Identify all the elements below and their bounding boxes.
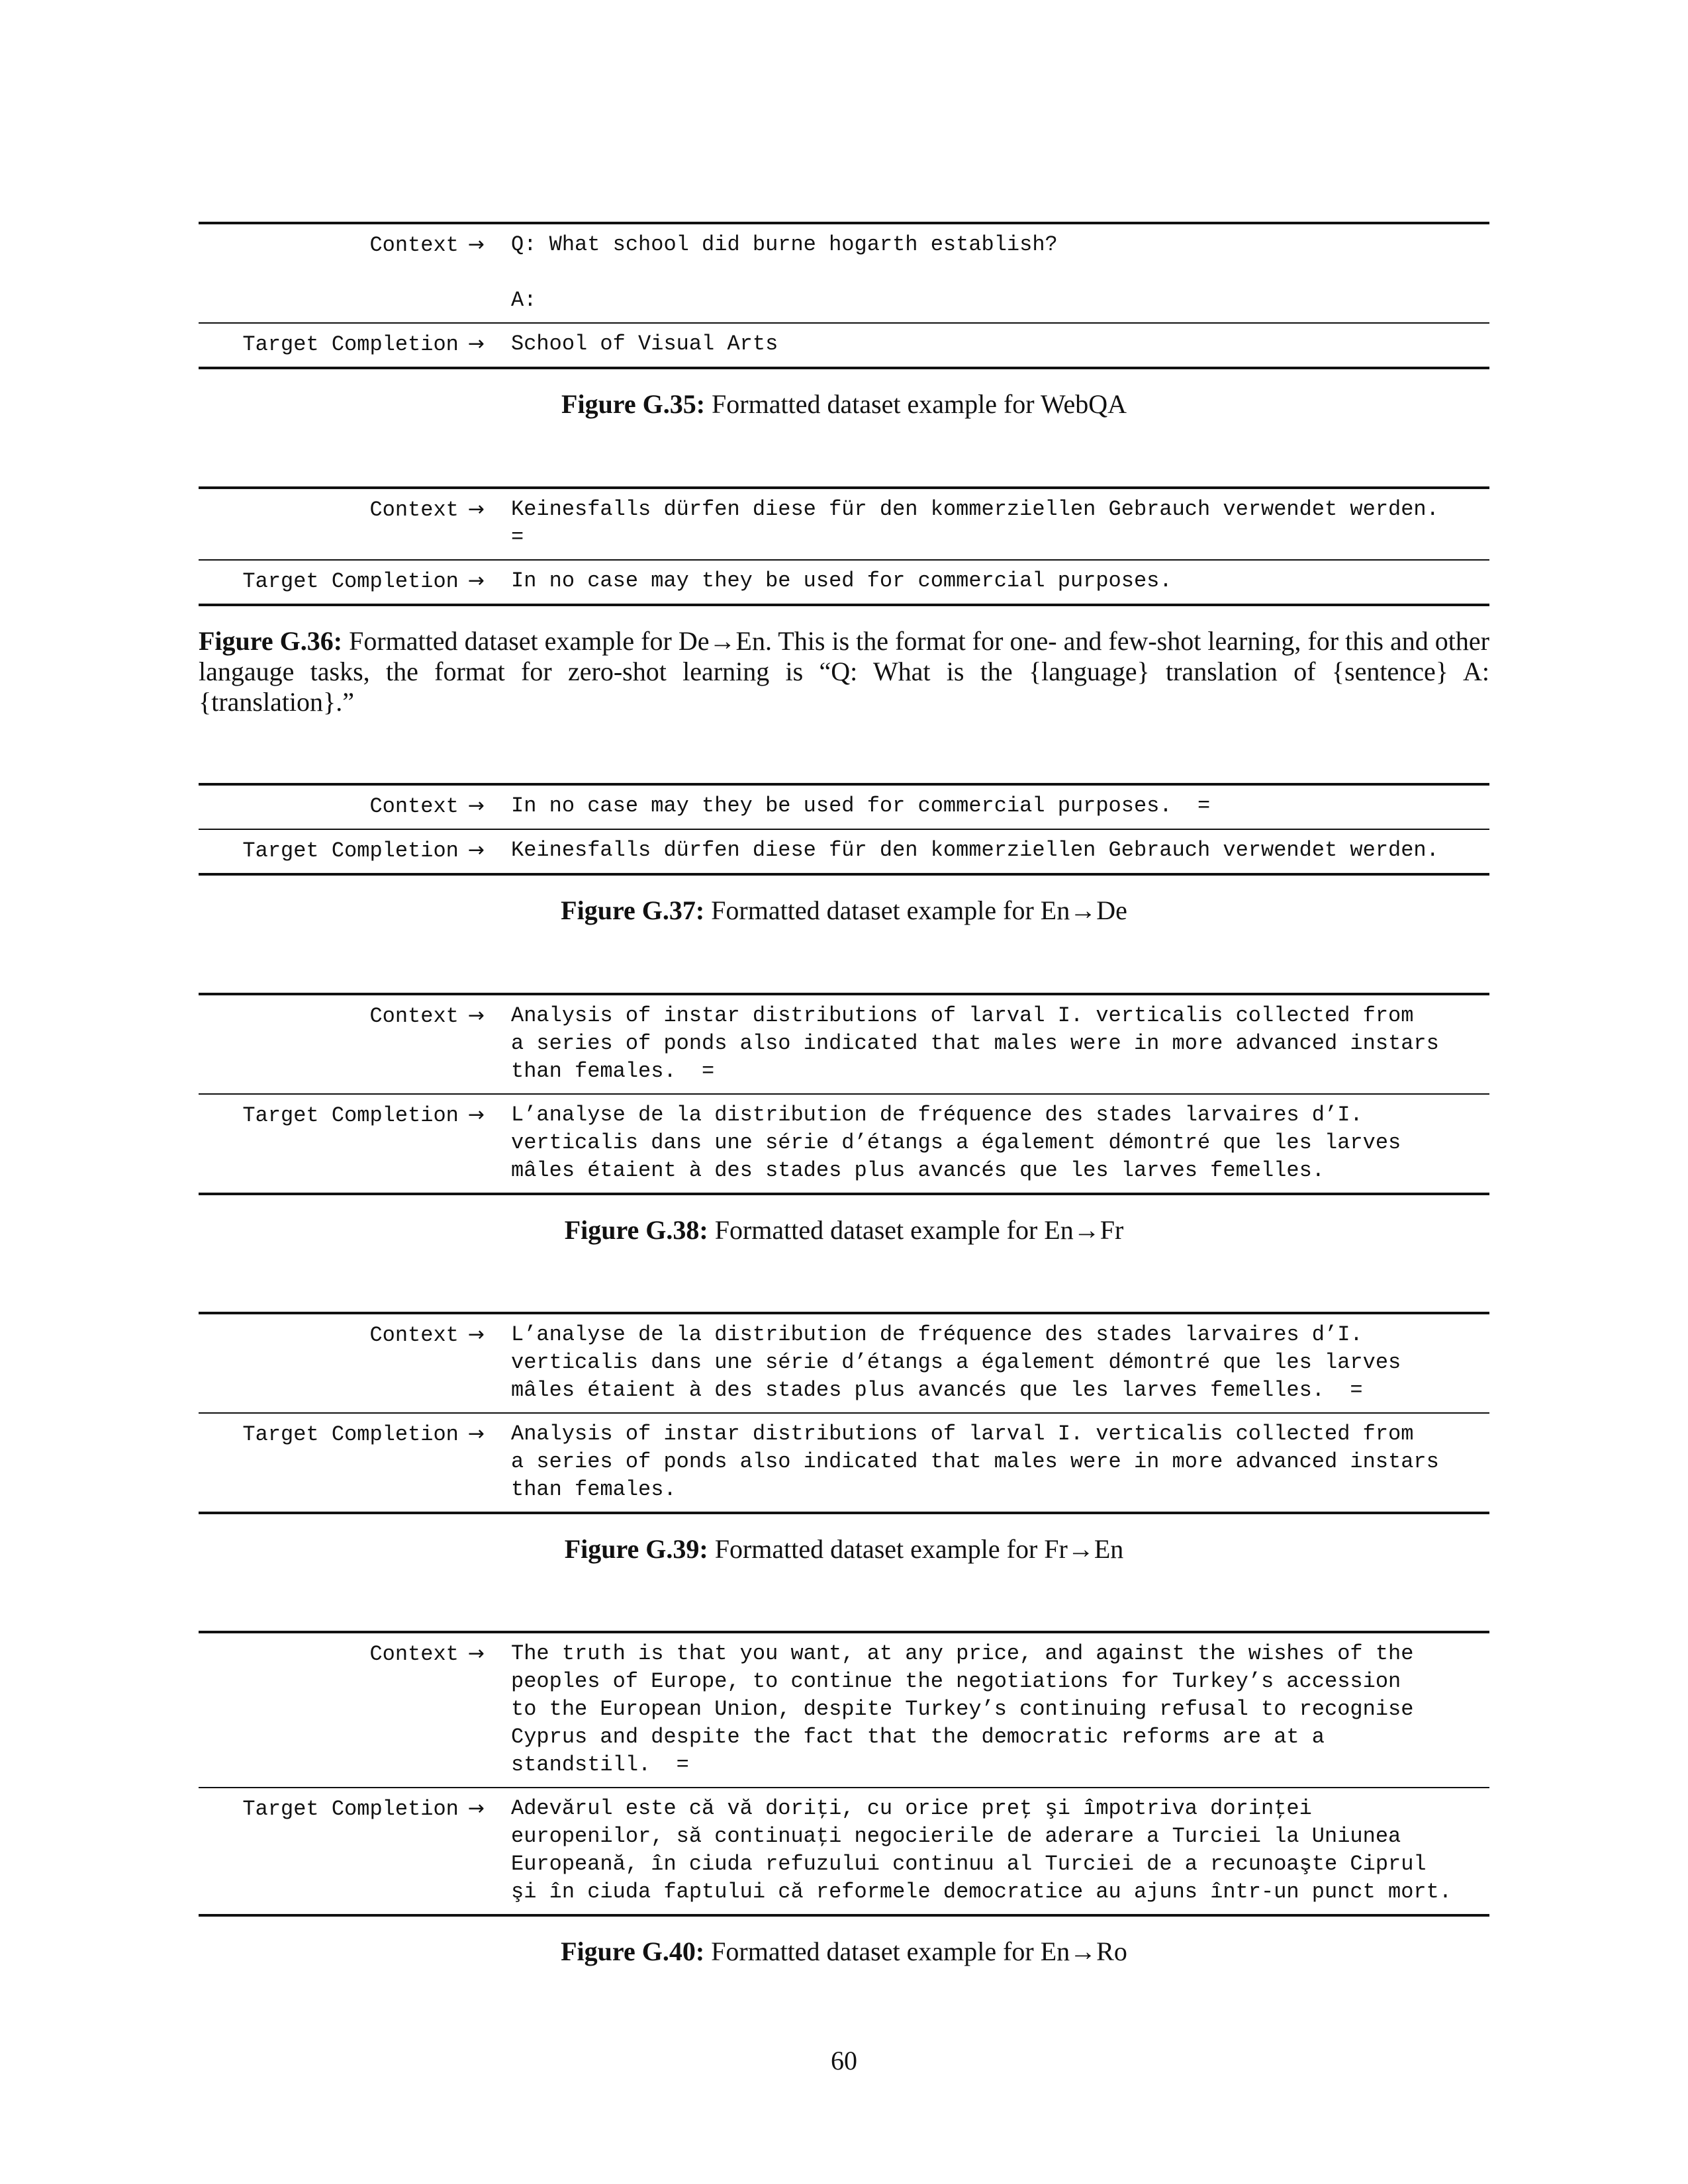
- target-row: [199, 1093, 1489, 1193]
- caption-text: Formatted dataset example for De→En. This is the format for one- and few-shot learning, for this and other langauge tasks, the format for zero-shot learning is “Q: What is the {language} translation of {sentence} A: {translation}.”: [199, 626, 1489, 717]
- context-label: Context →: [369, 498, 485, 522]
- example-table: [199, 1631, 1489, 1917]
- arrow-icon: →: [467, 794, 485, 817]
- example-table: [199, 1312, 1489, 1514]
- caption-label: Figure G.35:: [561, 389, 706, 419]
- target-row: [199, 1412, 1489, 1512]
- caption-text: Formatted dataset example for WebQA: [705, 389, 1127, 419]
- arrow-icon: →: [467, 1422, 485, 1445]
- target-label: Target Completion →: [242, 569, 485, 594]
- target-text: Adevărul este că vă doriţi, cu orice preţ şi împotriva dorinţei europenilor, să continuaţi negocierile de aderare a Turciei la Uniunea Europeană, în ciuda refuzului continuu al Turciei de a recunoaşte Ciprul şi în ciuda faptului că reformele democratice au ajuns într-un punct mort.: [511, 1796, 1452, 1904]
- context-label: Context →: [369, 1323, 485, 1347]
- example-table: [199, 783, 1489, 876]
- figure-caption: [199, 389, 1489, 420]
- figure-caption: [199, 1534, 1489, 1565]
- target-row: [199, 1787, 1489, 1914]
- caption-label: Figure G.40:: [561, 1936, 705, 1966]
- figure-g39: [199, 1312, 1489, 1565]
- figure-caption: [199, 895, 1489, 926]
- arrow-icon: →: [467, 1103, 485, 1126]
- target-row: [199, 829, 1489, 873]
- example-table: [199, 222, 1489, 369]
- figure-caption: [199, 1936, 1489, 1967]
- target-label: Target Completion →: [242, 1797, 485, 1821]
- context-text: The truth is that you want, at any price, and against the wishes of the peoples of Europe, to continue the negotiations for Turkey’s accession to the European Union, despite Turkey’s continuing refusal to recognise Cyprus and despite the fact that the democratic reforms are at a standstill. =: [511, 1641, 1414, 1777]
- caption-label: Figure G.36:: [199, 626, 343, 656]
- arrow-icon: →: [467, 1797, 485, 1820]
- caption-text: Formatted dataset example for En→De: [704, 895, 1127, 925]
- caption-text: Formatted dataset example for Fr→En: [708, 1534, 1124, 1564]
- figure-g38: [199, 993, 1489, 1246]
- context-row: [199, 489, 1489, 559]
- target-row: [199, 322, 1489, 367]
- arrow-icon: →: [467, 498, 485, 521]
- context-row: [199, 1633, 1489, 1787]
- figure-g40: [199, 1631, 1489, 1967]
- arrow-icon: →: [467, 233, 485, 256]
- context-row: [199, 995, 1489, 1093]
- target-label: Target Completion →: [242, 1422, 485, 1447]
- context-label: Context →: [369, 1004, 485, 1028]
- target-text: L’analyse de la distribution de fréquence des stades larvaires d’I. verticalis dans une série d’étangs a également démontré que les larves mâles étaient à des stades plus avancés que les larves femelles.: [511, 1103, 1401, 1183]
- context-row: [199, 786, 1489, 829]
- context-row: [199, 1314, 1489, 1412]
- arrow-icon: →: [467, 1323, 485, 1346]
- context-text: Analysis of instar distributions of larval I. verticalis collected from a series of ponds also indicated that males were in more advanced instars than females. =: [511, 1003, 1439, 1083]
- target-label: Target Completion →: [242, 332, 485, 357]
- arrow-icon: →: [467, 569, 485, 592]
- target-label: Target Completion →: [242, 1103, 485, 1128]
- target-text: Keinesfalls dürfen diese für den kommerziellen Gebrauch verwendet werden.: [511, 838, 1439, 862]
- figure-g36: [199, 486, 1489, 717]
- arrow-icon: →: [467, 332, 485, 355]
- context-label: Context →: [369, 1642, 485, 1666]
- target-text: In no case may they be used for commercial purposes.: [511, 569, 1172, 593]
- target-label: Target Completion →: [242, 839, 485, 863]
- target-row: [199, 559, 1489, 604]
- arrow-icon: →: [467, 839, 485, 862]
- context-text: In no case may they be used for commercial purposes. =: [511, 794, 1211, 818]
- example-table: [199, 486, 1489, 606]
- context-text: Keinesfalls dürfen diese für den kommerziellen Gebrauch verwendet werden. =: [511, 497, 1439, 549]
- page-number: 60: [831, 2046, 857, 2075]
- arrow-icon: →: [467, 1004, 485, 1027]
- example-table: [199, 993, 1489, 1195]
- figure-caption: [199, 1215, 1489, 1246]
- caption-label: Figure G.38:: [564, 1215, 708, 1245]
- context-text: L’analyse de la distribution de fréquence des stades larvaires d’I. verticalis dans une série d’étangs a également démontré que les larves mâles étaient à des stades plus avancés que les larves femelles. =: [511, 1322, 1401, 1402]
- context-row: [199, 224, 1489, 322]
- target-text: School of Visual Arts: [511, 332, 778, 356]
- figure-caption: [199, 626, 1489, 717]
- figure-g35: [199, 222, 1489, 420]
- caption-text: Formatted dataset example for En→Ro: [704, 1936, 1127, 1966]
- caption-label: Figure G.39:: [564, 1534, 708, 1564]
- arrow-icon: →: [467, 1642, 485, 1665]
- context-label: Context →: [369, 794, 485, 819]
- caption-text: Formatted dataset example for En→Fr: [708, 1215, 1124, 1245]
- target-text: Analysis of instar distributions of larval I. verticalis collected from a series of ponds also indicated that males were in more advanced instars than females.: [511, 1422, 1439, 1502]
- context-label: Context →: [369, 233, 485, 257]
- figure-g37: [199, 783, 1489, 926]
- caption-label: Figure G.37:: [561, 895, 705, 925]
- context-text: Q: What school did burne hogarth establish? A:: [511, 232, 1058, 312]
